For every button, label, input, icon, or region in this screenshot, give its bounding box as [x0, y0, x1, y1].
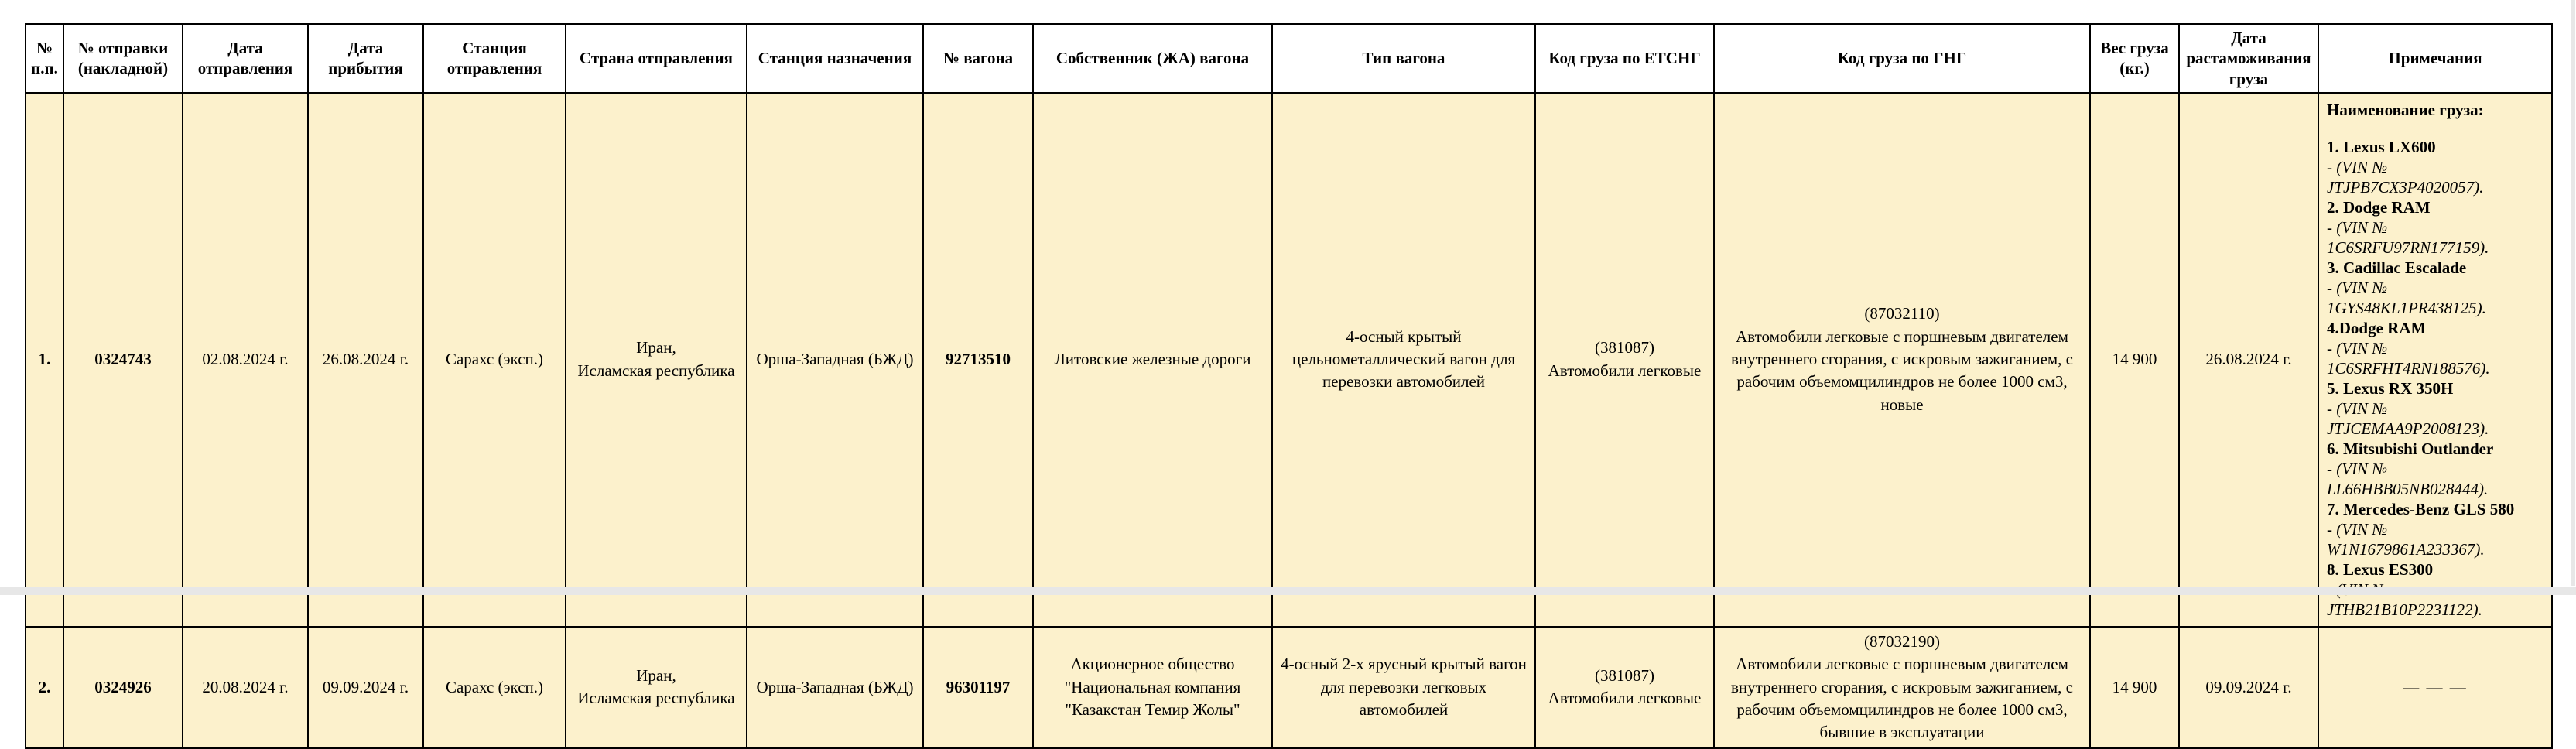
cell-shipment-no: 0324743 [63, 93, 183, 627]
cell-weight: 14 900 [2090, 627, 2179, 748]
cell-wagon-owner: Литовские железные дороги [1033, 93, 1272, 627]
etsng-code: (381087) [1595, 665, 1654, 685]
cell-row-number: 2. [26, 627, 63, 748]
etsng-label: Автомобили легковые [1548, 361, 1702, 380]
col-header-wagon-type: Тип вагона [1272, 24, 1535, 93]
car-vin: - (VIN № JTJCEMAA9P2008123). [2327, 398, 2489, 438]
cell-departure-station: Сарахс (эксп.) [423, 93, 566, 627]
car-name: 7. Mercedes-Benz GLS 580 [2327, 499, 2515, 518]
shipment-register-table [25, 23, 2553, 749]
table-row [26, 93, 2552, 627]
cell-shipment-no: 0324926 [63, 627, 183, 748]
car-list-item [2327, 499, 2544, 559]
country-line-2: Исламская республика [577, 689, 735, 708]
car-vin: JTHB21B10P2231122). [2327, 600, 2482, 619]
country-line-2: Исламская республика [577, 361, 735, 380]
car-vin: - (VIN № LL66HBB05NB028444). [2327, 459, 2489, 498]
col-header-wagon-no: № вагона [923, 24, 1033, 93]
col-header-wagon-owner: Собственник (ЖА) вагона [1033, 24, 1272, 93]
vertical-scrollbar-track[interactable] [2571, 0, 2575, 586]
car-list-item [2327, 378, 2544, 439]
car-list-item [2327, 439, 2544, 499]
cell-customs-date: 09.09.2024 г. [2179, 627, 2318, 748]
cell-destination-station: Орша-Западная (БЖД) [747, 627, 923, 748]
car-list-item [2327, 258, 2544, 318]
car-vin: - (VIN № 1GYS48KL1PR438125). [2327, 278, 2486, 317]
cell-departure-country [566, 627, 747, 748]
col-header-departure-date: Дата отправления [183, 24, 308, 93]
car-name: 2. Dodge RAM [2327, 197, 2431, 217]
cell-wagon-no: 92713510 [923, 93, 1033, 627]
cell-gng-code [1714, 93, 2090, 627]
cell-notes-empty: — — — [2318, 627, 2552, 748]
col-header-row-number: № п.п. [26, 24, 63, 93]
car-vin: - (VIN № 1C6SRFHT4RN188576). [2327, 338, 2490, 378]
col-header-notes: Примечания [2318, 24, 2552, 93]
cell-notes [2318, 93, 2552, 627]
col-header-departure-country: Страна отправления [566, 24, 747, 93]
car-name: 5. Lexus RX 350H [2327, 378, 2454, 398]
car-list-item [2327, 197, 2544, 258]
cell-gng-code [1714, 627, 2090, 748]
gng-label: Автомобили легковые с поршневым двигателем внутреннего сгорания, с искровым зажиганием, с рабочим объемомцилиндров не более 1000 см3, новые [1730, 327, 2073, 414]
cell-arrival-date: 26.08.2024 г. [308, 93, 423, 627]
cell-etsng-code [1535, 627, 1714, 748]
gng-code: (87032110) [1864, 304, 1940, 323]
cell-wagon-type: 4-осный крытый цельнометаллический вагон для перевозки автомобилей [1272, 93, 1535, 627]
cell-etsng-code [1535, 93, 1714, 627]
car-vin: - (VIN № JTJPB7CX3P4020057). [2327, 157, 2484, 197]
cell-wagon-no: 96301197 [923, 627, 1033, 748]
car-name: 1. Lexus LX600 [2327, 137, 2436, 156]
car-name: 8. Lexus ES300 [2327, 559, 2434, 579]
cell-wagon-type: 4-осный 2-х ярусный крытый вагон для перевозки легковых автомобилей [1272, 627, 1535, 748]
cell-customs-date: 26.08.2024 г. [2179, 93, 2318, 627]
cell-departure-country [566, 93, 747, 627]
cell-wagon-owner: Акционерное общество "Национальная компания "Казакстан Темир Жолы" [1033, 627, 1272, 748]
car-vin: - (VIN № W1N1679861A233367). [2327, 519, 2485, 559]
car-vin: - (VIN № 1C6SRFU97RN177159). [2327, 217, 2489, 257]
country-line-1: Иран, [636, 665, 676, 685]
horizontal-scrollbar-track[interactable] [0, 587, 2576, 595]
gng-code: (87032190) [1864, 631, 1940, 651]
table-row [26, 627, 2552, 748]
gng-label: Автомобили легковые с поршневым двигателем внутреннего сгорания, с искровым зажиганием, с рабочим объемомцилиндров не более 1000 см3, бывшие в эксплуатации [1730, 655, 2073, 742]
car-name: 6. Mitsubishi Outlander [2327, 439, 2494, 458]
notes-title: Наименование груза: [2327, 100, 2484, 119]
col-header-customs-date: Дата растаможивания груза [2179, 24, 2318, 93]
cell-departure-date: 20.08.2024 г. [183, 627, 308, 748]
country-line-1: Иран, [636, 338, 676, 357]
col-header-shipment-no: № отправки (накладной) [63, 24, 183, 93]
etsng-code: (381087) [1595, 338, 1654, 357]
car-list-item [2327, 318, 2544, 378]
cell-departure-station: Сарахс (эксп.) [423, 627, 566, 748]
car-name: 4.Dodge RAM [2327, 318, 2427, 337]
col-header-arrival-date: Дата прибытия [308, 24, 423, 93]
cell-weight: 14 900 [2090, 93, 2179, 627]
col-header-gng-code: Код груза по ГНГ [1714, 24, 2090, 93]
cell-row-number: 1. [26, 93, 63, 627]
col-header-destination-station: Станция назначения [747, 24, 923, 93]
col-header-etsng-code: Код груза по ЕТСНГ [1535, 24, 1714, 93]
car-list-item [2327, 137, 2544, 197]
header-row [26, 24, 2552, 93]
etsng-label: Автомобили легковые [1548, 689, 1702, 708]
cell-destination-station: Орша-Западная (БЖД) [747, 93, 923, 627]
cell-departure-date: 02.08.2024 г. [183, 93, 308, 627]
col-header-weight: Вес груза (кг.) [2090, 24, 2179, 93]
car-name: 3. Cadillac Escalade [2327, 258, 2467, 277]
cell-arrival-date: 09.09.2024 г. [308, 627, 423, 748]
col-header-departure-station: Станция отправления [423, 24, 566, 93]
